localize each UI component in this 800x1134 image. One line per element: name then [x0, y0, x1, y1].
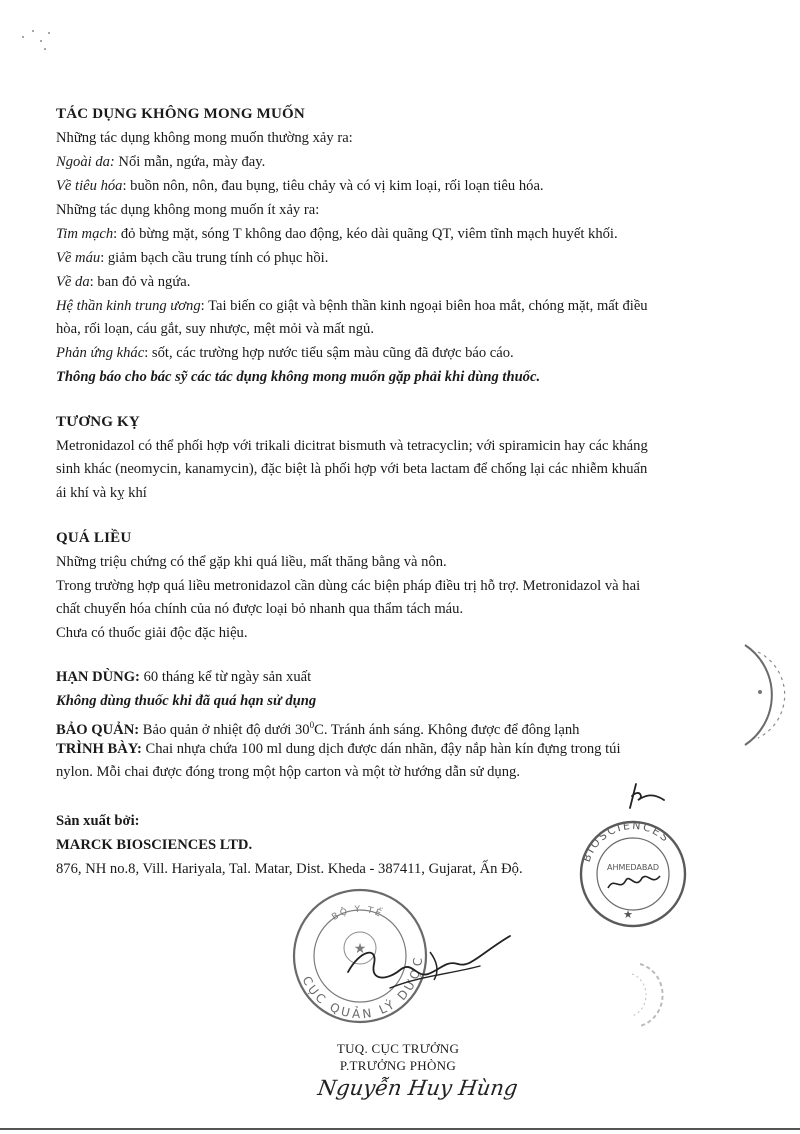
- presentation-line-1: [56, 740, 621, 758]
- skin-text: Nổi mẫn, ngứa, mày đay.: [114, 154, 266, 170]
- blood-text: : giảm bạch cầu trung tính có phục hồi.: [100, 250, 329, 266]
- interactions-heading: TƯƠNG KỴ: [56, 414, 140, 430]
- adverse-heading: TÁC DỤNG KHÔNG MONG MUỐN: [56, 106, 305, 122]
- storage-line: [56, 716, 579, 739]
- company-stamp-city: AHMEDABAD: [606, 863, 660, 872]
- signoff-title-2: P.TRƯỞNG PHÒNG: [339, 1058, 457, 1073]
- presentation-text-1: Chai nhựa chứa 100 ml dung dịch được dán nhãn, đậy nắp hàn kín đựng trong túi: [141, 741, 621, 757]
- overdose-line-1: Những triệu chứng có thể gặp khi quá liều, mất thăng bằng và nôn.: [56, 554, 447, 570]
- other-text: : sốt, các trường hợp nước tiểu sậm màu cũng đã được báo cáo.: [144, 345, 514, 361]
- overdose-line-3: chất chuyển hóa chính của nó được loại bỏ nhanh qua thẩm tách máu.: [56, 601, 464, 617]
- manufacturer-label: Sản xuất bởi:: [56, 813, 140, 829]
- manufacturer-name: MARCK BIOSCIENCES LTD.: [56, 837, 253, 853]
- adverse-other-line: [56, 344, 514, 362]
- cns-text-1: : Tai biến co giật và bệnh thần kinh ngoại biên hoa mắt, chóng mặt, mất điều: [200, 298, 648, 314]
- adverse-cns-line-2: hòa, rối loạn, cáu gắt, suy nhược, mệt mỏi và mất ngủ.: [56, 321, 374, 337]
- digest-text: : buồn nôn, nôn, đau bụng, tiêu chảy và có vị kim loại, rối loạn tiêu hóa.: [122, 178, 544, 194]
- other-label: Phản ứng khác: [56, 345, 145, 361]
- overdose-line-4: Chưa có thuốc giải độc đặc hiệu.: [56, 625, 248, 641]
- interactions-line-2: sinh khác (neomycin, kanamycin), đặc biệt là phối hợp với beta lactam để chống lại các nhiễm khuẩn: [56, 461, 648, 477]
- adverse-blood-line: [56, 249, 328, 267]
- adverse-dermal-line: [56, 273, 190, 291]
- company-stamp: [568, 812, 698, 932]
- blood-label: Về máu: [56, 250, 101, 266]
- expiry-line: [56, 668, 311, 686]
- signoff-name: Nguyễn Huy Hùng: [316, 1076, 520, 1100]
- svg-text:BỘ Y TẾ: [330, 904, 384, 922]
- adverse-skin-line: [56, 153, 265, 171]
- stamp-star-icon: ★: [623, 909, 633, 921]
- adverse-cns-line-1: [56, 297, 648, 315]
- adverse-common-intro: Những tác dụng không mong muốn thường xảy ra:: [56, 130, 353, 146]
- interactions-line-3: ái khí và kỵ khí: [56, 485, 147, 501]
- bottom-rule: [0, 1128, 800, 1130]
- faded-stamp: [610, 960, 670, 1030]
- svg-text:BIOSCIENCES: [580, 819, 673, 864]
- expiry-warning: Không dùng thuốc khi đã quá hạn sử dụng: [56, 693, 317, 709]
- agency-stamp-ring-text: CỤC QUẢN LÝ DƯỢC: [299, 954, 426, 1022]
- signoff-title-1: TUQ. CỤC TRƯỞNG: [336, 1041, 460, 1056]
- dermal-text: : ban đỏ và ngứa.: [89, 274, 191, 290]
- expiry-text: 60 tháng kể từ ngày sản xuất: [139, 669, 312, 685]
- adverse-notice: Thông báo cho bác sỹ các tác dụng không mong muốn gặp phải khi dùng thuốc.: [56, 369, 541, 385]
- presentation-label: TRÌNH BÀY:: [56, 741, 142, 757]
- cardio-text: : đỏ bừng mặt, sóng T không dao động, kéo dài quãng QT, viêm tĩnh mạch huyết khối.: [113, 226, 618, 242]
- cardio-label: Tim mạch: [56, 226, 114, 242]
- expiry-label: HẠN DÙNG:: [56, 669, 140, 685]
- presentation-line-2: nylon. Mỗi chai được đóng trong một hộp carton và một tờ hướng dẫn sử dụng.: [56, 764, 520, 780]
- skin-label: Ngoài da:: [56, 154, 115, 170]
- digest-label: Về tiêu hóa: [56, 178, 123, 194]
- storage-text-a: Bảo quản ở nhiệt độ dưới 30: [139, 721, 310, 738]
- interactions-line-1: Metronidazol có thể phối hợp với trikali dicitrat bismuth và tetracyclin; với spiramicin hay các kháng: [56, 438, 648, 454]
- scan-speckles: [18, 26, 58, 50]
- storage-label: BẢO QUẢN:: [56, 721, 140, 738]
- signoff-block: [316, 1040, 520, 1102]
- dermal-label: Về da: [56, 274, 90, 290]
- director-signature: [330, 930, 520, 1000]
- company-stamp-ring-text: BIOSCIENCES: [579, 818, 673, 864]
- manufacturer-address: 876, NH no.8, Vill. Hariyala, Tal. Matar, Dist. Kheda - 387411, Gujarat, Ấn Độ.: [56, 861, 523, 877]
- overdose-heading: QUÁ LIỀU: [56, 530, 132, 546]
- adverse-digest-line: [56, 177, 544, 195]
- agency-emblem-star-icon: ★: [353, 942, 367, 957]
- agency-stamp-top-text: BỘ Y TẾ: [330, 904, 385, 923]
- initial-mark-icon: [622, 778, 672, 814]
- cns-label: Hệ thần kinh trung ương: [56, 298, 201, 314]
- degree-mark: 0: [309, 720, 315, 730]
- overdose-line-2: Trong trường hợp quá liều metronidazol cần dùng các biện pháp điều trị hỗ trợ. Metronidazol và hai: [56, 578, 641, 594]
- partial-stamp-top-right: [700, 640, 800, 750]
- adverse-cardio-line: [56, 225, 618, 243]
- storage-text-b: C. Tránh ánh sáng. Không được để đông lạnh: [314, 721, 580, 738]
- adverse-rare-intro: Những tác dụng không mong muốn ít xảy ra:: [56, 202, 320, 218]
